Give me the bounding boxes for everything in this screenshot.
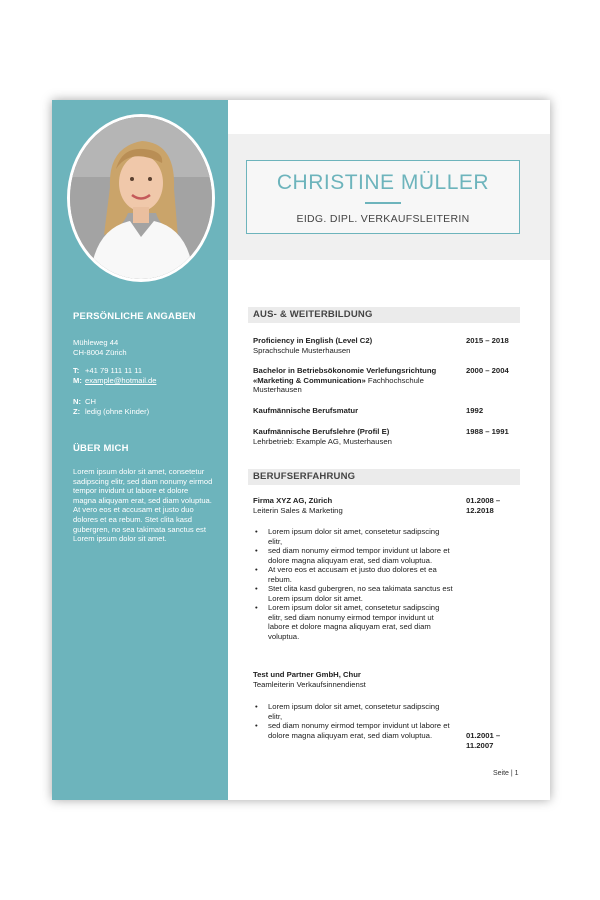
candidate-name: CHRISTINE MÜLLER (276, 171, 490, 194)
job-company: Test und Partner GmbH, Chur (253, 670, 361, 679)
education-sub: Sprachschule Musterhausen (253, 345, 351, 355)
cv-page (52, 100, 550, 800)
education-item (253, 366, 463, 395)
candidate-title: EIDG. DIPL. VERKAUFSLEITERIN (296, 213, 470, 225)
education-date: 2015 – 2018 (466, 336, 509, 345)
portrait-photo (67, 114, 215, 282)
personal-heading: PERSÖNLICHE ANGABEN (73, 311, 196, 322)
education-item (253, 406, 463, 416)
education-sub: Fachhochschule Musterhausen (253, 375, 424, 394)
email-label: M: (73, 375, 82, 385)
bullet-item: • Lorem ipsum dolor sit amet, consetetur sadipscing elitr, (253, 702, 453, 721)
education-title: Bachelor in Betriebsökonomie Verlefungsrichtung «Marketing & Communication» (253, 366, 437, 385)
about-text: Lorem ipsum dolor sit amet, consetetur sadipscing elitr, sed diam nonumy eirmod tempor invidunt ut labore et dolore magna aliquyam erat, sed diam voluptua. At vero eos et accusam et justo duo dolores et ea rebum. Stet clita kasd gubergren, no sea takimata sanctus est Lorem ipsum dolor sit amet. (73, 467, 213, 544)
address (73, 338, 127, 357)
header-panel (228, 134, 550, 260)
nationality-row (73, 397, 149, 407)
education-item (253, 427, 463, 446)
nationality: CH (85, 397, 96, 406)
sidebar (52, 100, 228, 800)
job-entry (253, 670, 463, 689)
job-date: 01.2008 – 12.2018 (466, 496, 501, 515)
job-company: Firma XYZ AG, Zürich (253, 496, 333, 505)
email-row (73, 376, 156, 386)
bullet-item: • At vero eos et accusam et justo duo dolores et ea rebum. (253, 565, 453, 584)
education-heading: AUS- & WEITERBILDUNG (253, 309, 373, 320)
phone: +41 79 111 11 11 (85, 366, 143, 375)
job-date: 01.2001 – 11.2007 (466, 731, 501, 750)
portrait-illustration (70, 117, 212, 279)
personal-facts (73, 397, 149, 416)
job-bullets (253, 527, 453, 641)
bullet-item: • sed diam nonumy eirmod tempor invidunt ut labore et dolore magna aliquyam erat, sed diam voluptua. (253, 546, 453, 565)
nationality-label: N: (73, 397, 82, 406)
education-title: Kaufmännische Berufslehre (Profil E) (253, 427, 390, 436)
phone-row (73, 366, 156, 376)
experience-section-bar (248, 469, 520, 485)
civil-status-row (73, 407, 149, 417)
bullet-item: • Lorem ipsum dolor sit amet, consetetur sadipscing elitr, (253, 527, 453, 546)
job-bullets (253, 702, 453, 740)
education-title: Proficiency in English (Level C2) (253, 336, 373, 345)
civil-status-label: Z: (73, 406, 81, 416)
phone-label: T: (73, 366, 80, 375)
job-role: Teamleiterin Verkaufsinnendienst (253, 679, 366, 689)
civil-status: ledig (ohne Kinder) (85, 406, 150, 416)
bullet-item: • sed diam nonumy eirmod tempor invidunt ut labore et dolore magna aliquyam erat, sed diam voluptua. (253, 721, 453, 740)
city: CH-8004 Zürich (73, 347, 127, 357)
page-number: Seite | 1 (493, 770, 519, 777)
education-section-bar (248, 307, 520, 323)
bullet-item: • Stet clita kasd gubergren, no sea takimata sanctus est Lorem ipsum dolor sit amet. (253, 584, 453, 603)
education-date: 1992 (466, 406, 484, 415)
job-entry (253, 496, 463, 515)
education-sub: Lehrbetrieb: Example AG, Musterhausen (253, 436, 392, 446)
contact (73, 366, 156, 385)
education-title: Kaufmännische Berufsmatur (253, 406, 359, 415)
street: Mühleweg 44 (73, 338, 119, 347)
name-box (246, 160, 520, 234)
bullet-item: • Lorem ipsum dolor sit amet, consetetur sadipscing elitr, sed diam nonumy eirmod tempor invidunt ut labore et dolore magna aliquyam erat, sed diam voluptua. (253, 603, 453, 641)
education-item (253, 336, 463, 355)
name-divider (365, 202, 401, 204)
experience-heading: BERUFSERFAHRUNG (253, 471, 356, 482)
about-heading: ÜBER MICH (73, 443, 129, 454)
education-date: 1988 – 1991 (466, 427, 509, 436)
education-date: 2000 – 2004 (466, 366, 509, 375)
job-role: Leiterin Sales & Marketing (253, 505, 343, 515)
email-link[interactable]: example@hotmail.de (85, 375, 157, 385)
